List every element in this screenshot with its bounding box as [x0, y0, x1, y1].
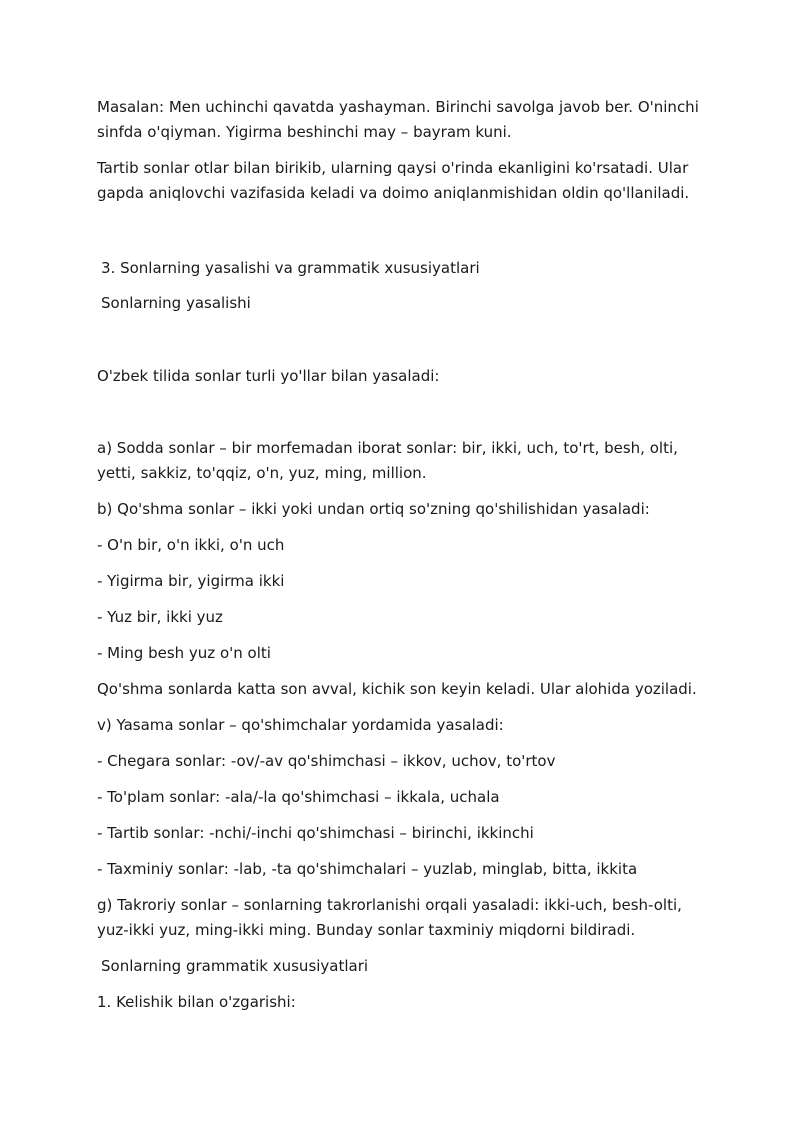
subheading-grammar: Sonlarning grammatik xususiyatlari: [101, 957, 369, 975]
derived-numbers-heading: v) Yasama sonlar – qo'shimchalar yordamida yasaladi:: [97, 716, 504, 734]
list-item: - Chegara sonlar: -ov/-av qo'shimchasi – ikkov, uchov, to'rtov: [97, 752, 556, 770]
repeated-numbers-line-1: g) Takroriy sonlar – sonlarning takrorlanishi orqali yasaladi: ikki-uch, besh-olti,: [97, 896, 682, 914]
repeated-numbers-line-2: yuz-ikki yuz, ming-ikki ming. Bunday sonlar taxminiy miqdorni bildiradi.: [97, 921, 636, 939]
compound-numbers-heading: b) Qo'shma sonlar – ikki yoki undan ortiq so'zning qo'shilishidan yasaladi:: [97, 500, 650, 518]
section-heading: 3. Sonlarning yasalishi va grammatik xususiyatlari: [101, 259, 480, 277]
paragraph-ordinal-line-2: gapda aniqlovchi vazifasida keladi va doimo aniqlanmishidan oldin qo'llaniladi.: [97, 184, 690, 202]
list-item: - O'n bir, o'n ikki, o'n uch: [97, 536, 285, 554]
list-item: - To'plam sonlar: -ala/-la qo'shimchasi – ikkala, uchala: [97, 788, 500, 806]
paragraph-example-line-2: sinfda o'qiyman. Yigirma beshinchi may – bayram kuni.: [97, 123, 512, 141]
list-item: - Yigirma bir, yigirma ikki: [97, 572, 285, 590]
intro-text: O'zbek tilida sonlar turli yo'llar bilan yasaladi:: [97, 367, 440, 385]
paragraph-ordinal-line-1: Tartib sonlar otlar bilan birikib, ularning qaysi o'rinda ekanligini ko'rsatadi. Ular: [97, 159, 689, 177]
paragraph-example-line-1: Masalan: Men uchinchi qavatda yashayman. Birinchi savolga javob ber. O'ninchi: [97, 98, 699, 116]
numbered-item-1: 1. Kelishik bilan o'zgarishi:: [97, 993, 296, 1011]
list-item: - Ming besh yuz o'n olti: [97, 644, 271, 662]
list-item: - Taxminiy sonlar: -lab, -ta qo'shimchalari – yuzlab, minglab, bitta, ikkita: [97, 860, 638, 878]
simple-numbers-line-1: a) Sodda sonlar – bir morfemadan iborat sonlar: bir, ikki, uch, to'rt, besh, olti,: [97, 439, 678, 457]
subheading-formation: Sonlarning yasalishi: [101, 294, 251, 312]
list-item: - Yuz bir, ikki yuz: [97, 608, 223, 626]
list-item: - Tartib sonlar: -nchi/-inchi qo'shimchasi – birinchi, ikkinchi: [97, 824, 534, 842]
compound-numbers-note: Qo'shma sonlarda katta son avval, kichik son keyin keladi. Ular alohida yoziladi.: [97, 680, 697, 698]
simple-numbers-line-2: yetti, sakkiz, to'qqiz, o'n, yuz, ming, million.: [97, 464, 427, 482]
